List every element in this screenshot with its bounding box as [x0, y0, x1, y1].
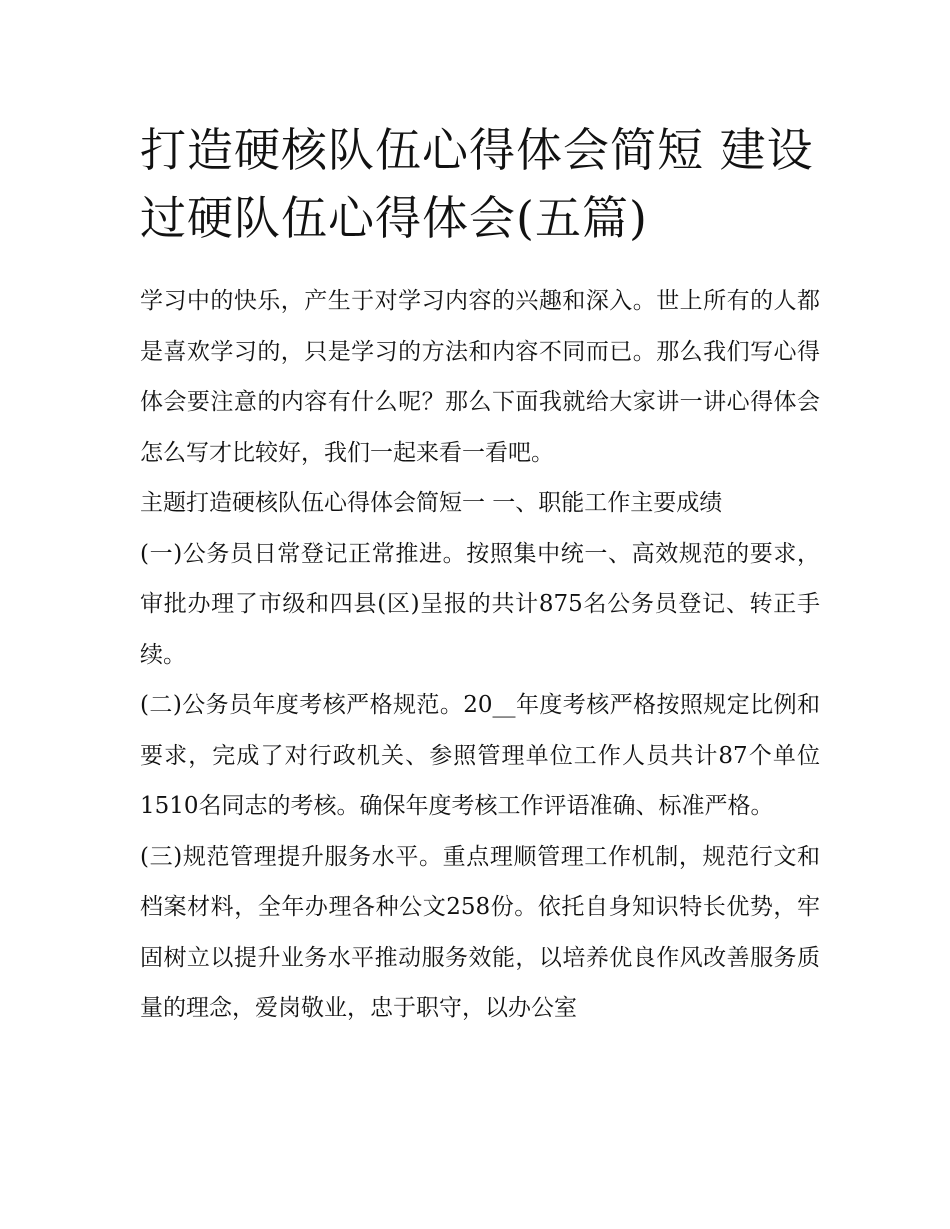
paragraph-item-2: (二)公务员年度考核严格规范。20__年度考核严格按照规定比例和要求，完成了对行政机关、参照管理单位工作人员共计87个单位1510名同志的考核。确保年度考核工作评语准确、标准严格。	[140, 692, 820, 819]
paragraph-item-1: (一)公务员日常登记正常推进。按照集中统一、高效规范的要求，审批办理了市级和四县(区)呈报的共计875名公务员登记、转正手续。	[140, 540, 820, 668]
section-heading: 主题打造硬核队伍心得体会简短一 一、职能工作主要成绩	[140, 490, 723, 516]
intro-paragraph: 学习中的快乐，产生于对学习内容的兴趣和深入。世上所有的人都是喜欢学习的，只是学习的方法和内容不同而已。那么我们写心得体会要注意的内容有什么呢？那么下面我就给大家讲一讲心得体会怎么写才比较好，我们一起来看一看吧。	[140, 288, 820, 466]
paragraph-item-3: (三)规范管理提升服务水平。重点理顺管理工作机制，规范行文和档案材料，全年办理各种公文258份。依托自身知识特长优势，牢固树立以提升业务水平推动服务效能，以培养优良作风改善服务质量的理念，爱岗敬业，忠于职守，以办公室	[140, 843, 820, 1021]
document-title: 打造硬核队伍心得体会简短 建设过硬队伍心得体会(五篇)	[140, 123, 814, 245]
document-body	[140, 276, 820, 1034]
